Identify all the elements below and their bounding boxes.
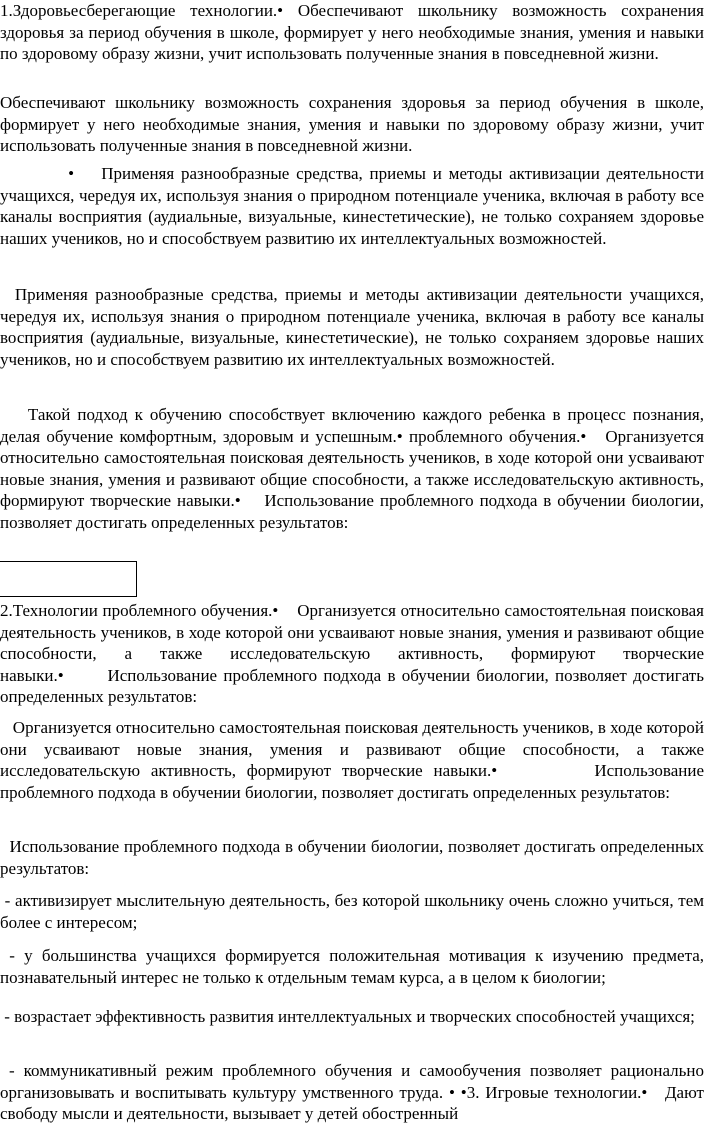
paragraph-methods-bullet: • Применяя разнообразные средства, приемы и методы активизации деятельности учащихся, чередуя их, используя знания о природном потенциале ученика, включая в работу все каналы восприятия (аудиальные, визуальные, кинестетические), не только сохраняем здоровье наших учеников, но и способствуем развитию их интеллектуальных возможностей. <box>0 164 704 248</box>
paragraph-health-repeat: Обеспечивают школьнику возможность сохранения здоровья за период обучения в школе, формирует у него необходимые знания, умения и навыки по здоровому образу жизни, учит использовать полученные знания в повседневной жизни. <box>0 93 704 155</box>
paragraph-approach: Такой подход к обучению способствует включению каждого ребенка в процесс познания, делая обучение комфортным, здоровым и успешным.• проблемного обучения.• Организуется относительно самостоятельная поисковая деятельность учеников, в ходе которой они усваивают новые знания, умения и развивают общие способности, а также исследовательскую активность, формируют творческие навыки.• Использование проблемного подхода в обучении биологии, позволяет достигать определенных результатов: <box>0 405 704 532</box>
list-item-efficiency: - возрастает эффективность развития интеллектуальных и творческих способностей учащихся; <box>0 1007 695 1026</box>
empty-frame <box>0 561 137 597</box>
list-item-communicative: - коммуникативный режим проблемного обучения и самообучения позволяет рационально организовывать и воспитывать культуру умственного труда. • •3. Игровые технологии.• Дают свободу мысли и деятельности, вызывает у детей обостренный <box>0 1061 704 1123</box>
paragraph-health-technologies: 1.Здоровьесберегающие технологии.• Обеспечивают школьнику возможность сохранения здоровья за период обучения в школе, формирует у него необходимые знания, умения и навыки по здоровому образу жизни, учит использовать полученные знания в повседневной жизни. <box>0 1 704 63</box>
paragraph-organized-search: Организуется относительно самостоятельная поисковая деятельность учеников, в ходе которой они усваивают новые знания, умения и развивают общие способности, а также исследовательскую активность, формируют творческие навыки.• Использование проблемного подхода в обучении биологии, позволяет достигать определенных результатов: <box>0 718 704 802</box>
list-item-activates: - активизирует мыслительную деятельность, без которой школьнику очень сложно учиться, тем более с интересом; <box>0 891 704 932</box>
list-item-motivation: - у большинства учащихся формируется положительная мотивация к изучению предмета, познавательный интерес не только к отдельным темам курса, а в целом к биологии; <box>0 946 704 987</box>
paragraph-problem-learning: 2.Технологии проблемного обучения.• Организуется относительно самостоятельная поисковая деятельность учеников, в ходе которой они усваивают новые знания, умения и развивают общие способности, а также исследовательскую активность, формируют творческие навыки.• Использование проблемного подхода в обучении биологии, позволяет достигать определенных результатов: <box>0 601 704 706</box>
paragraph-methods: Применяя разнообразные средства, приемы и методы активизации деятельности учащихся, чередуя их, используя знания о природном потенциале ученика, включая в работу все каналы восприятия (аудиальные, визуальные, кинестетические), не только сохраняем здоровье наших учеников, но и способствуем развитию их интеллектуальных возможностей. <box>0 285 704 369</box>
paragraph-results-intro: Использование проблемного подхода в обучении биологии, позволяет достигать определенных результатов: <box>0 837 704 878</box>
